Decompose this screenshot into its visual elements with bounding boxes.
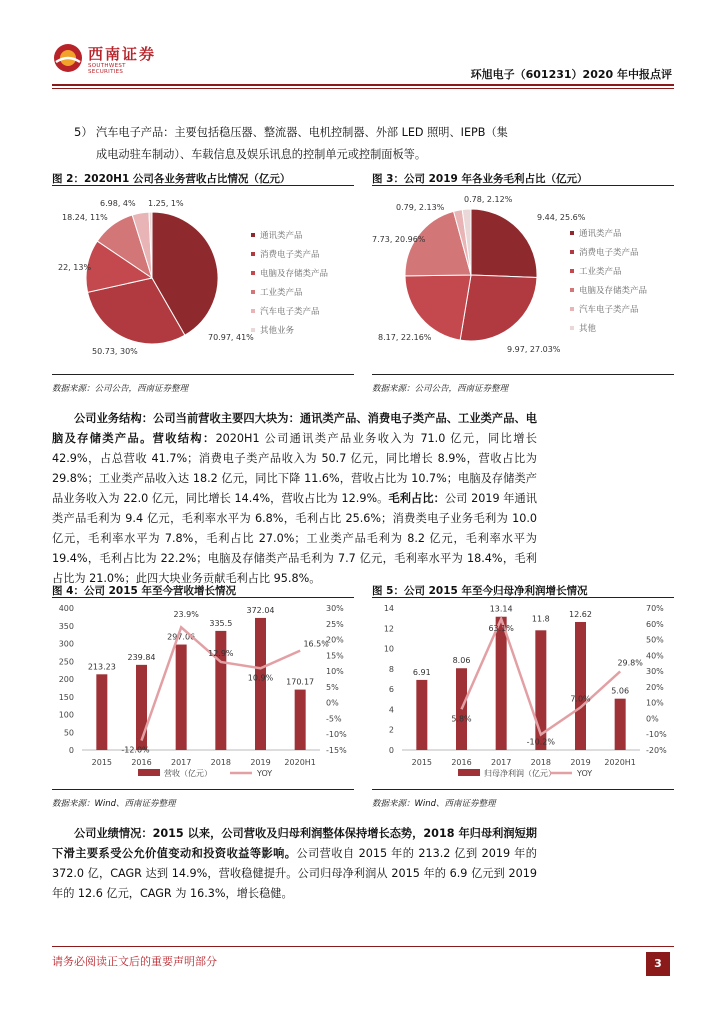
legend-item: [570, 318, 647, 337]
legend-label: 电脑及存储类产品: [260, 268, 329, 279]
bar-data-label: 297.06: [167, 632, 196, 642]
bar: [96, 674, 107, 750]
legend-swatch: [570, 307, 574, 311]
legend-label: 汽车电子类产品: [260, 306, 320, 317]
fig5-source: 数据来源：Wind、西南证券整理: [372, 799, 496, 809]
pie-slice: [405, 275, 471, 340]
legend-item: [251, 320, 328, 339]
pie-data-label: 70.97, 41%: [208, 333, 254, 342]
y-tick-label: 8: [388, 664, 394, 674]
y-tick-label: 12: [383, 624, 394, 634]
fig4-combo-chart: [52, 598, 354, 788]
para1-bold2: 毛利占比：: [388, 492, 445, 505]
item5-number: 5）: [74, 125, 93, 139]
bar: [416, 680, 427, 750]
item5-line1: 汽车电子产品：主要包括稳压器、整流器、电机控制器、外部 LED 照明、IEPB（集: [96, 126, 508, 139]
page-number: 3: [654, 957, 662, 970]
x-tick-label: 2019: [570, 758, 591, 767]
bar-data-label: 11.8: [531, 614, 550, 624]
legend-swatch: [251, 252, 255, 256]
y2-tick-label: 25%: [326, 619, 344, 629]
legend-item: [570, 223, 647, 242]
company-logo: [52, 40, 162, 76]
yoy-data-label: 7.0%: [570, 694, 591, 704]
yoy-data-label: 63.1%: [488, 623, 514, 633]
yoy-data-label: 10.9%: [247, 673, 274, 683]
x-tick-label: 2020H1: [604, 758, 636, 767]
para2-bold: 公司业绩情况：2015 以来，公司营收及归母利润整体保持增长态势，2018 年归母利润短期下滑主要系受公允价值变动和投资收益等影响。: [52, 827, 537, 860]
legend-label: 消费电子类产品: [579, 247, 639, 258]
x-tick-label: 2015: [411, 758, 433, 767]
y2-tick-label: -10%: [646, 730, 667, 740]
y2-tick-label: 50%: [646, 635, 664, 645]
header-rule: [52, 84, 674, 86]
x-tick-label: 2018: [210, 758, 232, 767]
yoy-data-label: 16.5%: [303, 639, 329, 649]
performance-paragraph: [52, 824, 537, 904]
y-tick-label: 2: [388, 725, 394, 735]
y-tick-label: 150: [58, 692, 74, 702]
x-tick-label: 2019: [250, 758, 271, 767]
fig5-title: 图 5：公司 2015 年至今归母净利润增长情况: [372, 585, 588, 597]
logo-cn-text: 西南证券: [88, 45, 157, 63]
legend-label: 其他: [579, 323, 597, 334]
yoy-data-label: 29.8%: [617, 658, 643, 668]
legend-swatch: [570, 288, 574, 292]
y2-tick-label: -20%: [646, 746, 667, 755]
pie-data-label: 9.44, 25.6%: [537, 213, 586, 222]
header-rule-thin: [52, 88, 674, 89]
legend-item: [251, 282, 328, 301]
y2-tick-label: 20%: [326, 635, 344, 645]
logo-emblem-icon: [52, 42, 84, 74]
y-tick-label: 4: [388, 705, 394, 715]
y2-tick-label: -10%: [326, 730, 347, 740]
bar-data-label: 372.04: [246, 605, 275, 615]
legend-item: [251, 225, 328, 244]
fig3-top-rule: [372, 185, 674, 186]
y2-tick-label: 60%: [646, 619, 664, 629]
para1-text2: 公司 2019 年通讯类产品毛利为 9.4 亿元，毛利率水平为 6.8%，毛利占比 25.6%；消费类电子业务毛利为 10.0 亿元，毛利率水平为 7.8%，毛利占比 27.0%；工业类产品毛利为 8.2 亿元，毛利率水平为 19.4%，毛利占比为 22.2%；电脑及存储类产品毛利为 7.7 亿元，毛利率水平为 18.4%，毛利占比为 21.0%；此四大块业务贡献毛利占比 95.8%。: [52, 492, 537, 585]
y2-tick-label: 70%: [646, 604, 664, 613]
business-structure-paragraph: [52, 409, 537, 589]
item5-line2: 成电动驻车制动）、车载信息及娱乐讯息的控制单元或控制面板等。: [96, 148, 427, 161]
legend-item: [570, 280, 647, 299]
fig4-title: 图 4：公司 2015 年至今营收增长情况: [52, 585, 236, 597]
legend-swatch: [570, 250, 574, 254]
fig3-pie-chart: [372, 190, 586, 360]
bar-data-label: 239.84: [127, 652, 156, 662]
y-tick-label: 10: [383, 644, 394, 654]
pie-data-label: 0.78, 2.12%: [464, 195, 513, 204]
pie-slice: [460, 275, 537, 341]
y2-tick-label: 0%: [646, 714, 659, 724]
legend-label: 工业类产品: [260, 287, 303, 298]
bar: [295, 690, 306, 750]
legend-swatch: [570, 326, 574, 330]
legend-label: 通讯类产品: [260, 230, 303, 241]
pie-data-label: 8.17, 22.16%: [378, 333, 432, 342]
legend-swatch: [251, 309, 255, 313]
fig4-source: 数据来源：Wind、西南证券整理: [52, 799, 176, 809]
y-tick-label: 400: [58, 604, 74, 613]
bar-data-label: 13.14: [489, 604, 513, 614]
bar: [615, 699, 626, 750]
fig4-bottom-rule: [52, 789, 354, 790]
y-tick-label: 100: [58, 710, 74, 720]
pie-data-label: 0.79, 2.13%: [396, 203, 445, 212]
bar: [496, 617, 507, 750]
bar-data-label: 12.62: [569, 609, 592, 619]
y-tick-label: 200: [58, 675, 74, 684]
y2-tick-label: 15%: [326, 651, 344, 661]
fig3-legend: [570, 223, 647, 337]
pie-data-label: 50.73, 30%: [92, 347, 138, 356]
report-title: 环旭电子（601231）2020 年中报点评: [470, 68, 672, 81]
y2-tick-label: 10%: [326, 667, 344, 677]
para1-bold1: 公司业务结构：公司当前营收主要四大块为：通讯类产品、消费电子类产品、工业类产品、电脑及存储类产品。营收结构：: [52, 412, 537, 445]
y-tick-label: 14: [383, 604, 394, 613]
y-tick-label: 250: [58, 657, 74, 667]
y2-tick-label: 5%: [326, 682, 339, 692]
legend-bar-swatch: [458, 769, 480, 776]
bar-data-label: 6.91: [412, 667, 431, 677]
legend-swatch: [251, 271, 255, 275]
y-tick-label: 0: [68, 746, 74, 755]
y2-tick-label: -5%: [326, 714, 342, 724]
bar-data-label: 5.06: [611, 686, 630, 696]
fig5-combo-chart: [372, 598, 674, 788]
legend-label: 汽车电子类产品: [579, 304, 639, 315]
y2-tick-label: 30%: [646, 667, 664, 677]
legend-label: 电脑及存储类产品: [579, 285, 648, 296]
pie-data-label: 6.98, 4%: [100, 199, 136, 208]
y2-tick-label: 20%: [646, 682, 664, 692]
legend-swatch: [251, 233, 255, 237]
yoy-data-label: -12.0%: [121, 745, 150, 755]
fig2-bottom-rule: [52, 374, 354, 375]
fig3-source: 数据来源：公司公告，西南证券整理: [372, 384, 509, 394]
pie-slice: [471, 209, 537, 277]
legend-item: [251, 263, 328, 282]
fig2-source: 数据来源：公司公告，西南证券整理: [52, 384, 189, 394]
x-tick-label: 2016: [451, 758, 472, 767]
y-tick-label: 50: [63, 728, 74, 738]
fig2-title: 图 2：2020H1 公司各业务营收占比情况（亿元）: [52, 173, 291, 185]
bar-data-label: 8.06: [452, 656, 471, 666]
legend-label: 工业类产品: [579, 266, 622, 277]
pie-data-label: 22, 13%: [58, 263, 92, 272]
bar-data-label: 335.5: [209, 618, 233, 628]
x-tick-label: 2017: [170, 758, 192, 767]
legend-item: [251, 301, 328, 320]
yoy-data-label: 5.8%: [451, 714, 472, 724]
legend-label: 其他业务: [260, 325, 295, 336]
legend-label: 通讯类产品: [579, 228, 622, 239]
x-tick-label: 2020H1: [284, 758, 316, 767]
y2-tick-label: 30%: [326, 604, 344, 613]
yoy-data-label: -10.2%: [526, 737, 555, 747]
legend-line-label: YOY: [257, 769, 273, 778]
pie-data-label: 7.73, 20.96%: [372, 235, 426, 244]
y2-tick-label: -15%: [326, 746, 347, 755]
legend-bar-swatch: [138, 769, 160, 776]
pie-data-label: 9.97, 27.03%: [507, 345, 561, 354]
fig2-legend: [251, 225, 328, 339]
pie-data-label: 1.25, 1%: [148, 199, 184, 208]
fig3-bottom-rule: [372, 374, 674, 375]
bar-data-label: 213.23: [87, 662, 116, 672]
fig2-top-rule: [52, 185, 354, 186]
x-tick-label: 2017: [490, 758, 512, 767]
legend-bar-label: 归母净利润（亿元）: [484, 769, 556, 778]
y-tick-label: 300: [58, 639, 74, 649]
bar: [255, 618, 266, 750]
bar: [575, 622, 586, 750]
legend-item: [570, 242, 647, 261]
legend-item: [570, 261, 647, 280]
footer-notice: 请务必阅读正文后的重要声明部分: [52, 955, 217, 968]
para1-text1: 2020H1 公司通讯类产品业务收入为 71.0 亿元，同比增长 42.9%，占总营收 41.7%；消费电子类产品收入为 50.7 亿元，同比增长 8.9%，营收占比为 29.8%；工业类产品收入达 18.2 亿元，同比下降 11.6%，营收占比为 10.7%；电脑及存储类产品业务收入为 22.0 亿元，同比增长 14.4%，营收占比为 12.9%。: [52, 432, 537, 505]
fig5-bottom-rule: [372, 789, 674, 790]
bar: [176, 645, 187, 750]
fig2-pie-chart: [52, 190, 254, 370]
y-tick-label: 350: [58, 621, 74, 631]
yoy-data-label: 12.9%: [208, 648, 234, 658]
page-number-box: [646, 952, 670, 976]
legend-swatch: [251, 328, 255, 332]
y2-tick-label: 40%: [646, 651, 664, 661]
para2-text: 公司营收自 2015 年的 213.2 亿到 2019 年的 372.0 亿，CAGR 达到 14.9%，营收稳健提升。公司归母净利润从 2015 年的 6.9 亿元到 2019 年的 12.6 亿元，CAGR 为 16.3%，增长稳健。: [52, 847, 537, 900]
legend-bar-label: 营收（亿元）: [164, 769, 212, 778]
fig3-title: 图 3：公司 2019 年各业务毛利占比（亿元）: [372, 173, 588, 185]
bar-data-label: 170.17: [286, 677, 315, 687]
x-tick-label: 2018: [530, 758, 552, 767]
y-tick-label: 0: [388, 746, 394, 755]
legend-item: [251, 244, 328, 263]
legend-swatch: [570, 231, 574, 235]
pie-data-label: 18.24, 11%: [62, 213, 108, 222]
yoy-data-label: 23.9%: [173, 610, 199, 620]
legend-line-label: YOY: [577, 769, 593, 778]
y-tick-label: 6: [388, 685, 394, 695]
x-tick-label: 2016: [131, 758, 152, 767]
y2-tick-label: 0%: [326, 698, 339, 708]
legend-swatch: [251, 290, 255, 294]
footer-rule: [52, 946, 674, 947]
x-tick-label: 2015: [91, 758, 113, 767]
legend-label: 消费电子类产品: [260, 249, 320, 260]
legend-swatch: [570, 269, 574, 273]
logo-en-text: SOUTHWEST SECURITIES: [88, 63, 126, 75]
y2-tick-label: 10%: [646, 698, 664, 708]
legend-item: [570, 299, 647, 318]
